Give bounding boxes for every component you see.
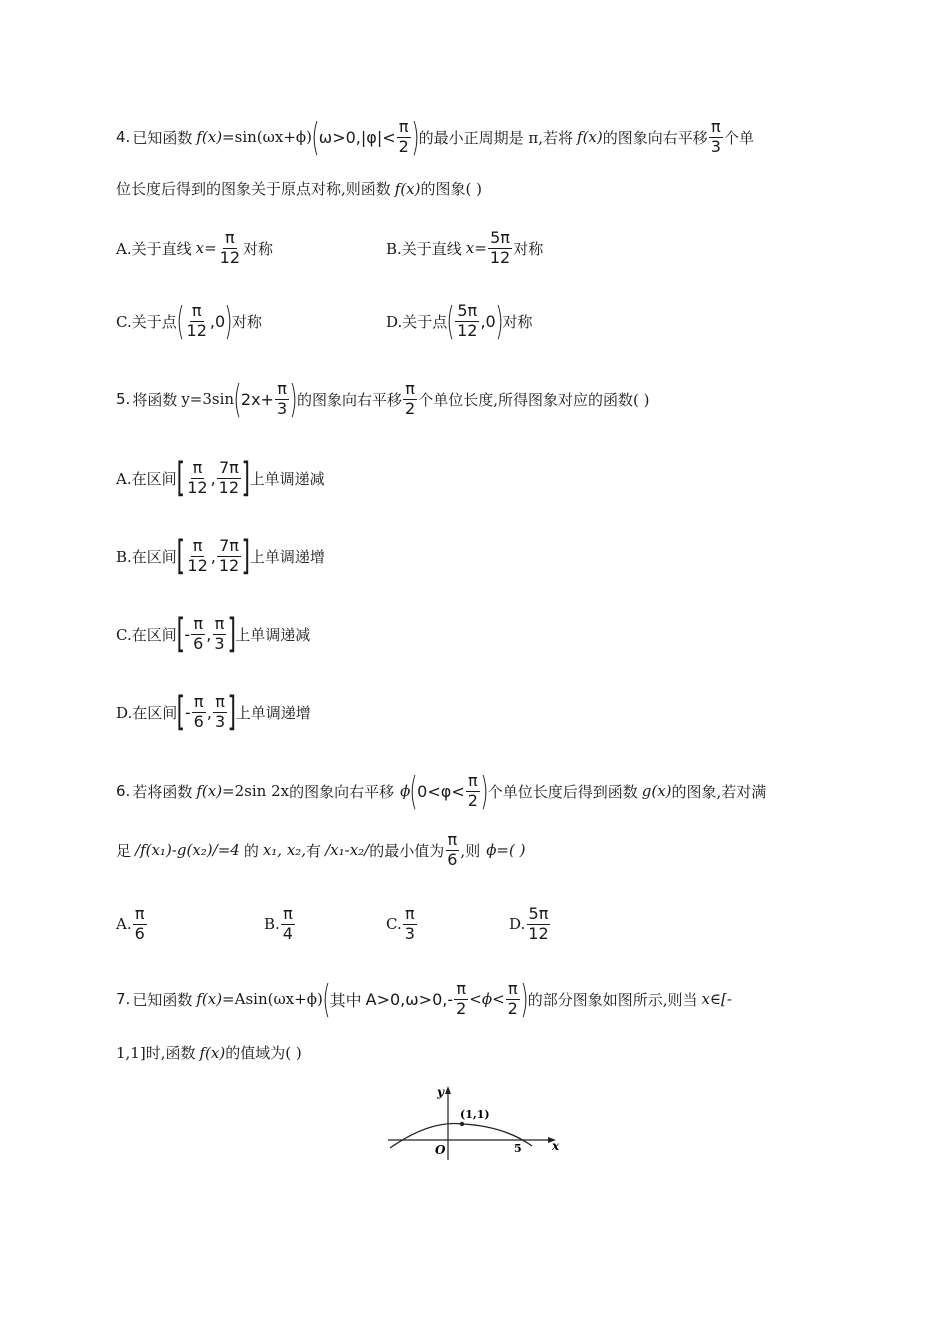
- q4-option-a-den: 12: [219, 247, 240, 267]
- q4-option-a-var: x=: [195, 239, 217, 258]
- q5-option-b-n2: 7π: [219, 535, 239, 555]
- sine-curve: [390, 1124, 532, 1149]
- q4-frac-pi2: [397, 116, 411, 156]
- q6-line2-d: x₁, x₂,: [262, 841, 307, 860]
- q4-option-b-den: 12: [489, 247, 511, 267]
- q6-option-a[interactable]: [116, 906, 148, 943]
- q4-option-d-den: 12: [457, 320, 478, 340]
- q6-cond-den: 2: [467, 790, 478, 810]
- q6-option-c-label: C.: [386, 915, 402, 934]
- q4-option-d[interactable]: [386, 299, 533, 343]
- q4-option-a-tail: 对称: [243, 239, 274, 258]
- q7-line2-b: 的值域为( ): [225, 1044, 302, 1062]
- q6-rparen: ): [480, 769, 489, 813]
- q6-option-b[interactable]: [264, 906, 296, 943]
- q5-option-d-neg: -: [184, 702, 191, 722]
- q5-option-d-n2: π: [215, 691, 225, 711]
- q7-text-b: =Asin(ωx+ϕ): [222, 990, 323, 1008]
- q6-option-a-num: π: [134, 904, 145, 923]
- q5-frac-den: 3: [276, 398, 288, 418]
- q4-option-d-zero: ,0: [480, 311, 496, 331]
- q5-shift-frac: [403, 378, 417, 418]
- q4-line2: [116, 178, 482, 199]
- q4-frac-pi2-num: π: [398, 116, 409, 136]
- q5-option-c-frac1: [191, 613, 205, 653]
- q7-rparen: ): [520, 977, 529, 1021]
- q5-option-c-comma: ,: [206, 624, 212, 644]
- q4-frac-pi3-num: π: [711, 116, 721, 136]
- y-axis-arrow-icon: [445, 1086, 451, 1094]
- sine-graph-figure: [386, 1082, 566, 1162]
- q6-lparen: (: [409, 769, 418, 813]
- q6-text-a: 若将函数: [132, 782, 193, 801]
- q6-line1: [116, 769, 767, 813]
- q5-option-a-n2: 7π: [218, 457, 239, 477]
- q6-cond: 0<φ<: [417, 781, 465, 801]
- q6-option-d-frac: [526, 906, 550, 943]
- q7-fx: f(x): [196, 990, 223, 1008]
- q6-fx: f(x): [196, 782, 223, 800]
- point-label: (1,1): [460, 1108, 490, 1121]
- q7-cond-den2: 2: [507, 998, 518, 1018]
- q5-option-b-d2: 12: [218, 555, 240, 575]
- q4-option-c-rparen: ): [224, 299, 233, 343]
- q5-option-a-d1: 12: [187, 477, 208, 497]
- q5-option-d-rbracket: ]: [227, 689, 237, 735]
- q4-fx: f(x): [196, 128, 223, 146]
- q5-option-d[interactable]: [116, 689, 311, 735]
- q6-cond-frac: [466, 770, 480, 810]
- q4-option-b-label: B.关于直线: [386, 239, 462, 258]
- q5-option-c-neg: -: [184, 624, 191, 644]
- q4-line2-text: 位长度后得到的图象关于原点对称,则函数: [116, 180, 391, 198]
- q5-option-a-comma: ,: [210, 468, 216, 488]
- q7-line1: [116, 977, 732, 1021]
- q6-line2-b: /f(x₁)-g(x₂)/=4: [135, 841, 240, 860]
- q6-option-c-num: π: [404, 904, 415, 923]
- x-axis-label: x: [552, 1139, 560, 1153]
- q6-text-c: 的图象向右平移: [289, 782, 395, 801]
- q4-lparen: (: [311, 115, 320, 159]
- q6-option-a-label: A.: [116, 915, 132, 934]
- q4-text-e: 个单: [723, 128, 754, 147]
- q5-text-c: 的图象向右平移: [296, 390, 402, 409]
- q4-option-a-label: A.关于直线: [116, 239, 192, 258]
- q4-fx3: f(x): [394, 179, 421, 198]
- q7-line2-fx: f(x): [199, 1043, 226, 1062]
- q6-option-b-label: B.: [264, 915, 280, 934]
- q4-option-b-var: x=: [465, 239, 487, 258]
- q4-text-c: 的最小正周期是 π,若将: [418, 128, 574, 147]
- q4-option-c-lparen: (: [176, 299, 185, 343]
- q5-option-d-d2: 3: [214, 711, 226, 731]
- q5-option-b[interactable]: [116, 533, 325, 579]
- q4-option-c[interactable]: [116, 299, 263, 343]
- q5-option-d-comma: ,: [206, 702, 212, 722]
- q4-option-b-frac: [488, 230, 512, 267]
- q4-option-d-tail: 对称: [502, 312, 533, 331]
- q6-line2-e: 有: [306, 841, 322, 860]
- q5-option-c-label: C.在区间: [116, 625, 177, 644]
- q5-text-b: y=3sin: [181, 390, 235, 408]
- q5-option-a-lbracket: [: [176, 455, 185, 501]
- q5-number: 5.: [116, 390, 131, 408]
- q6-line2: [116, 832, 525, 869]
- q4-option-c-num: π: [191, 300, 202, 320]
- q4-option-c-tail: 对称: [232, 312, 263, 331]
- q5-line1: [116, 377, 650, 421]
- q7-cond-frac2: [506, 978, 520, 1018]
- q4-option-d-rparen: ): [495, 299, 504, 343]
- q4-option-d-num: 5π: [457, 300, 478, 320]
- q5-text-a: 将函数: [132, 390, 178, 409]
- q5-frac-num: π: [277, 378, 287, 398]
- q4-option-b-num: 5π: [490, 228, 510, 247]
- q5-option-c[interactable]: [116, 611, 311, 657]
- q4-cond: ω>0,|φ|<: [318, 127, 396, 147]
- q5-option-a-frac2: [217, 457, 241, 497]
- q5-option-a-n1: π: [192, 457, 203, 477]
- q6-option-b-num: π: [283, 904, 293, 923]
- q7-line2: [116, 1042, 302, 1063]
- q6-option-a-frac: [133, 906, 147, 943]
- q5-option-a-d2: 12: [218, 477, 240, 497]
- q7-number: 7.: [116, 990, 131, 1008]
- q4-option-b[interactable]: [386, 230, 543, 267]
- q4-frac-pi2-den: 2: [398, 136, 409, 156]
- q5-option-a-label: A.在区间: [116, 469, 177, 488]
- q6-line2-h: ,则: [460, 841, 481, 860]
- q6-line2-g: 的最小值为: [369, 841, 445, 860]
- q4-line1: [116, 115, 754, 159]
- q5-option-b-d1: 12: [187, 555, 208, 575]
- q4-option-d-lparen: (: [446, 299, 455, 343]
- q5-option-c-d2: 3: [214, 633, 225, 653]
- q5-frac: [275, 378, 289, 418]
- origin-label: O: [435, 1143, 446, 1157]
- q7-cond-a: 其中: [329, 990, 362, 1010]
- q6-option-d[interactable]: [509, 906, 552, 943]
- q5-option-c-frac2: [212, 613, 226, 653]
- q4-fx2: f(x): [577, 128, 603, 146]
- q5-lparen: (: [233, 377, 242, 421]
- q5-option-d-label: D.在区间: [116, 703, 178, 722]
- q6-line2-f: /x₁-x₂/: [325, 841, 370, 860]
- q6-option-d-den: 12: [528, 923, 549, 943]
- q5-inner: 2x+: [240, 389, 274, 409]
- q7-text-c: 的部分图象如图所示,则当: [527, 990, 698, 1009]
- q5-option-c-n2: π: [214, 613, 225, 633]
- q6-min-den: 6: [447, 849, 458, 869]
- q4-rparen: ): [411, 115, 420, 159]
- q7-cond-frac1: [454, 978, 468, 1018]
- q6-option-a-den: 6: [134, 923, 145, 943]
- q4-option-d-label: D.关于点: [386, 312, 448, 331]
- q6-option-c[interactable]: [386, 906, 418, 943]
- q5-option-c-lbracket: [: [176, 611, 185, 657]
- q4-option-d-frac: [455, 300, 479, 340]
- q4-option-c-frac: [185, 300, 209, 340]
- q5-option-a-tail: 上单调递减: [249, 469, 325, 488]
- q4-frac-pi3: [709, 116, 723, 156]
- q5-option-d-tail: 上单调递增: [235, 703, 311, 722]
- q4-option-b-tail: 对称: [513, 239, 544, 258]
- q7-cond-num1: π: [456, 978, 467, 998]
- q4-option-c-zero: ,0: [209, 311, 226, 331]
- q7-text-a: 已知函数: [132, 990, 193, 1009]
- q4-frac-pi3-den: 3: [710, 136, 721, 156]
- q5-option-d-lbracket: [: [176, 689, 186, 735]
- q4-option-c-label: C.关于点: [116, 312, 177, 331]
- q7-line2-text: 1,1]时,函数: [116, 1044, 196, 1062]
- q6-option-b-frac: [281, 906, 295, 943]
- q5-rparen: ): [289, 377, 298, 421]
- q4-text-d: 的图象向右平移: [602, 128, 708, 147]
- q7-cond-c: <ϕ<: [469, 990, 505, 1008]
- q5-option-b-frac2: [217, 535, 241, 575]
- q7-text-d: x∈[-: [701, 990, 732, 1008]
- q6-option-c-den: 3: [404, 923, 415, 943]
- q6-line2-i: ϕ=( ): [486, 841, 526, 860]
- q5-option-c-rbracket: ]: [227, 611, 236, 657]
- q5-option-b-lbracket: [: [176, 533, 185, 579]
- q6-option-c-frac: [403, 906, 417, 943]
- q5-option-c-d1: 6: [193, 633, 204, 653]
- q5-option-c-n1: π: [193, 613, 204, 633]
- q6-option-b-den: 4: [282, 923, 293, 943]
- q5-option-b-comma: ,: [210, 546, 216, 566]
- q6-text-d: 个单位长度后得到函数: [487, 782, 638, 801]
- q4-option-c-den: 12: [186, 320, 207, 340]
- q7-cond-b: A>0,ω>0,-: [365, 989, 454, 1009]
- q6-option-d-label: D.: [509, 915, 526, 934]
- q6-gx: g(x): [641, 782, 672, 800]
- q7-cond-den1: 2: [456, 998, 467, 1018]
- point-1-1: [460, 1122, 464, 1126]
- q7-lparen: (: [322, 977, 331, 1021]
- q5-text-d: 个单位长度,所得图象对应的函数( ): [418, 390, 650, 409]
- q4-option-a[interactable]: [116, 230, 273, 267]
- q5-option-b-rbracket: ]: [241, 533, 251, 579]
- q5-option-b-n1: π: [192, 535, 203, 555]
- q5-shift-den: 2: [405, 398, 416, 418]
- q5-option-a-rbracket: ]: [241, 455, 251, 501]
- q6-min-num: π: [447, 830, 458, 849]
- q4-text-b: =sin(ωx+ϕ): [222, 128, 312, 146]
- q6-option-d-num: 5π: [528, 904, 549, 923]
- q4-option-a-num: π: [225, 228, 235, 247]
- q5-option-b-label: B.在区间: [116, 547, 177, 566]
- q4-line2-b: 的图象( ): [420, 180, 482, 198]
- q6-phi: ϕ: [400, 782, 411, 800]
- q4-option-a-frac: [218, 230, 242, 267]
- q5-option-a[interactable]: [116, 455, 325, 501]
- q7-cond-num2: π: [507, 978, 518, 998]
- q5-option-d-frac1: [192, 691, 206, 731]
- q5-option-d-n1: π: [193, 691, 204, 711]
- q5-option-a-frac1: [185, 457, 209, 497]
- q5-option-c-tail: 上单调递减: [235, 625, 311, 644]
- q6-text-b: =2sin 2x: [222, 782, 290, 800]
- x-tick-label: 5: [514, 1142, 522, 1155]
- q4-text-a: 已知函数: [132, 128, 193, 147]
- q5-option-b-frac1: [185, 535, 209, 575]
- q5-shift-num: π: [405, 378, 415, 398]
- y-axis-label: y: [437, 1085, 444, 1099]
- q6-line2-c: 的: [243, 841, 259, 860]
- q5-option-b-tail: 上单调递增: [249, 547, 325, 566]
- q6-number: 6.: [116, 782, 131, 800]
- q4-number: 4.: [116, 128, 131, 146]
- q5-option-d-d1: 6: [193, 711, 204, 731]
- q6-text-e: 的图象,若对满: [671, 782, 767, 801]
- q6-min-frac: [445, 832, 459, 869]
- q6-cond-num: π: [467, 770, 478, 790]
- q6-line2-a: 足: [116, 841, 132, 860]
- q5-option-d-frac2: [213, 691, 227, 731]
